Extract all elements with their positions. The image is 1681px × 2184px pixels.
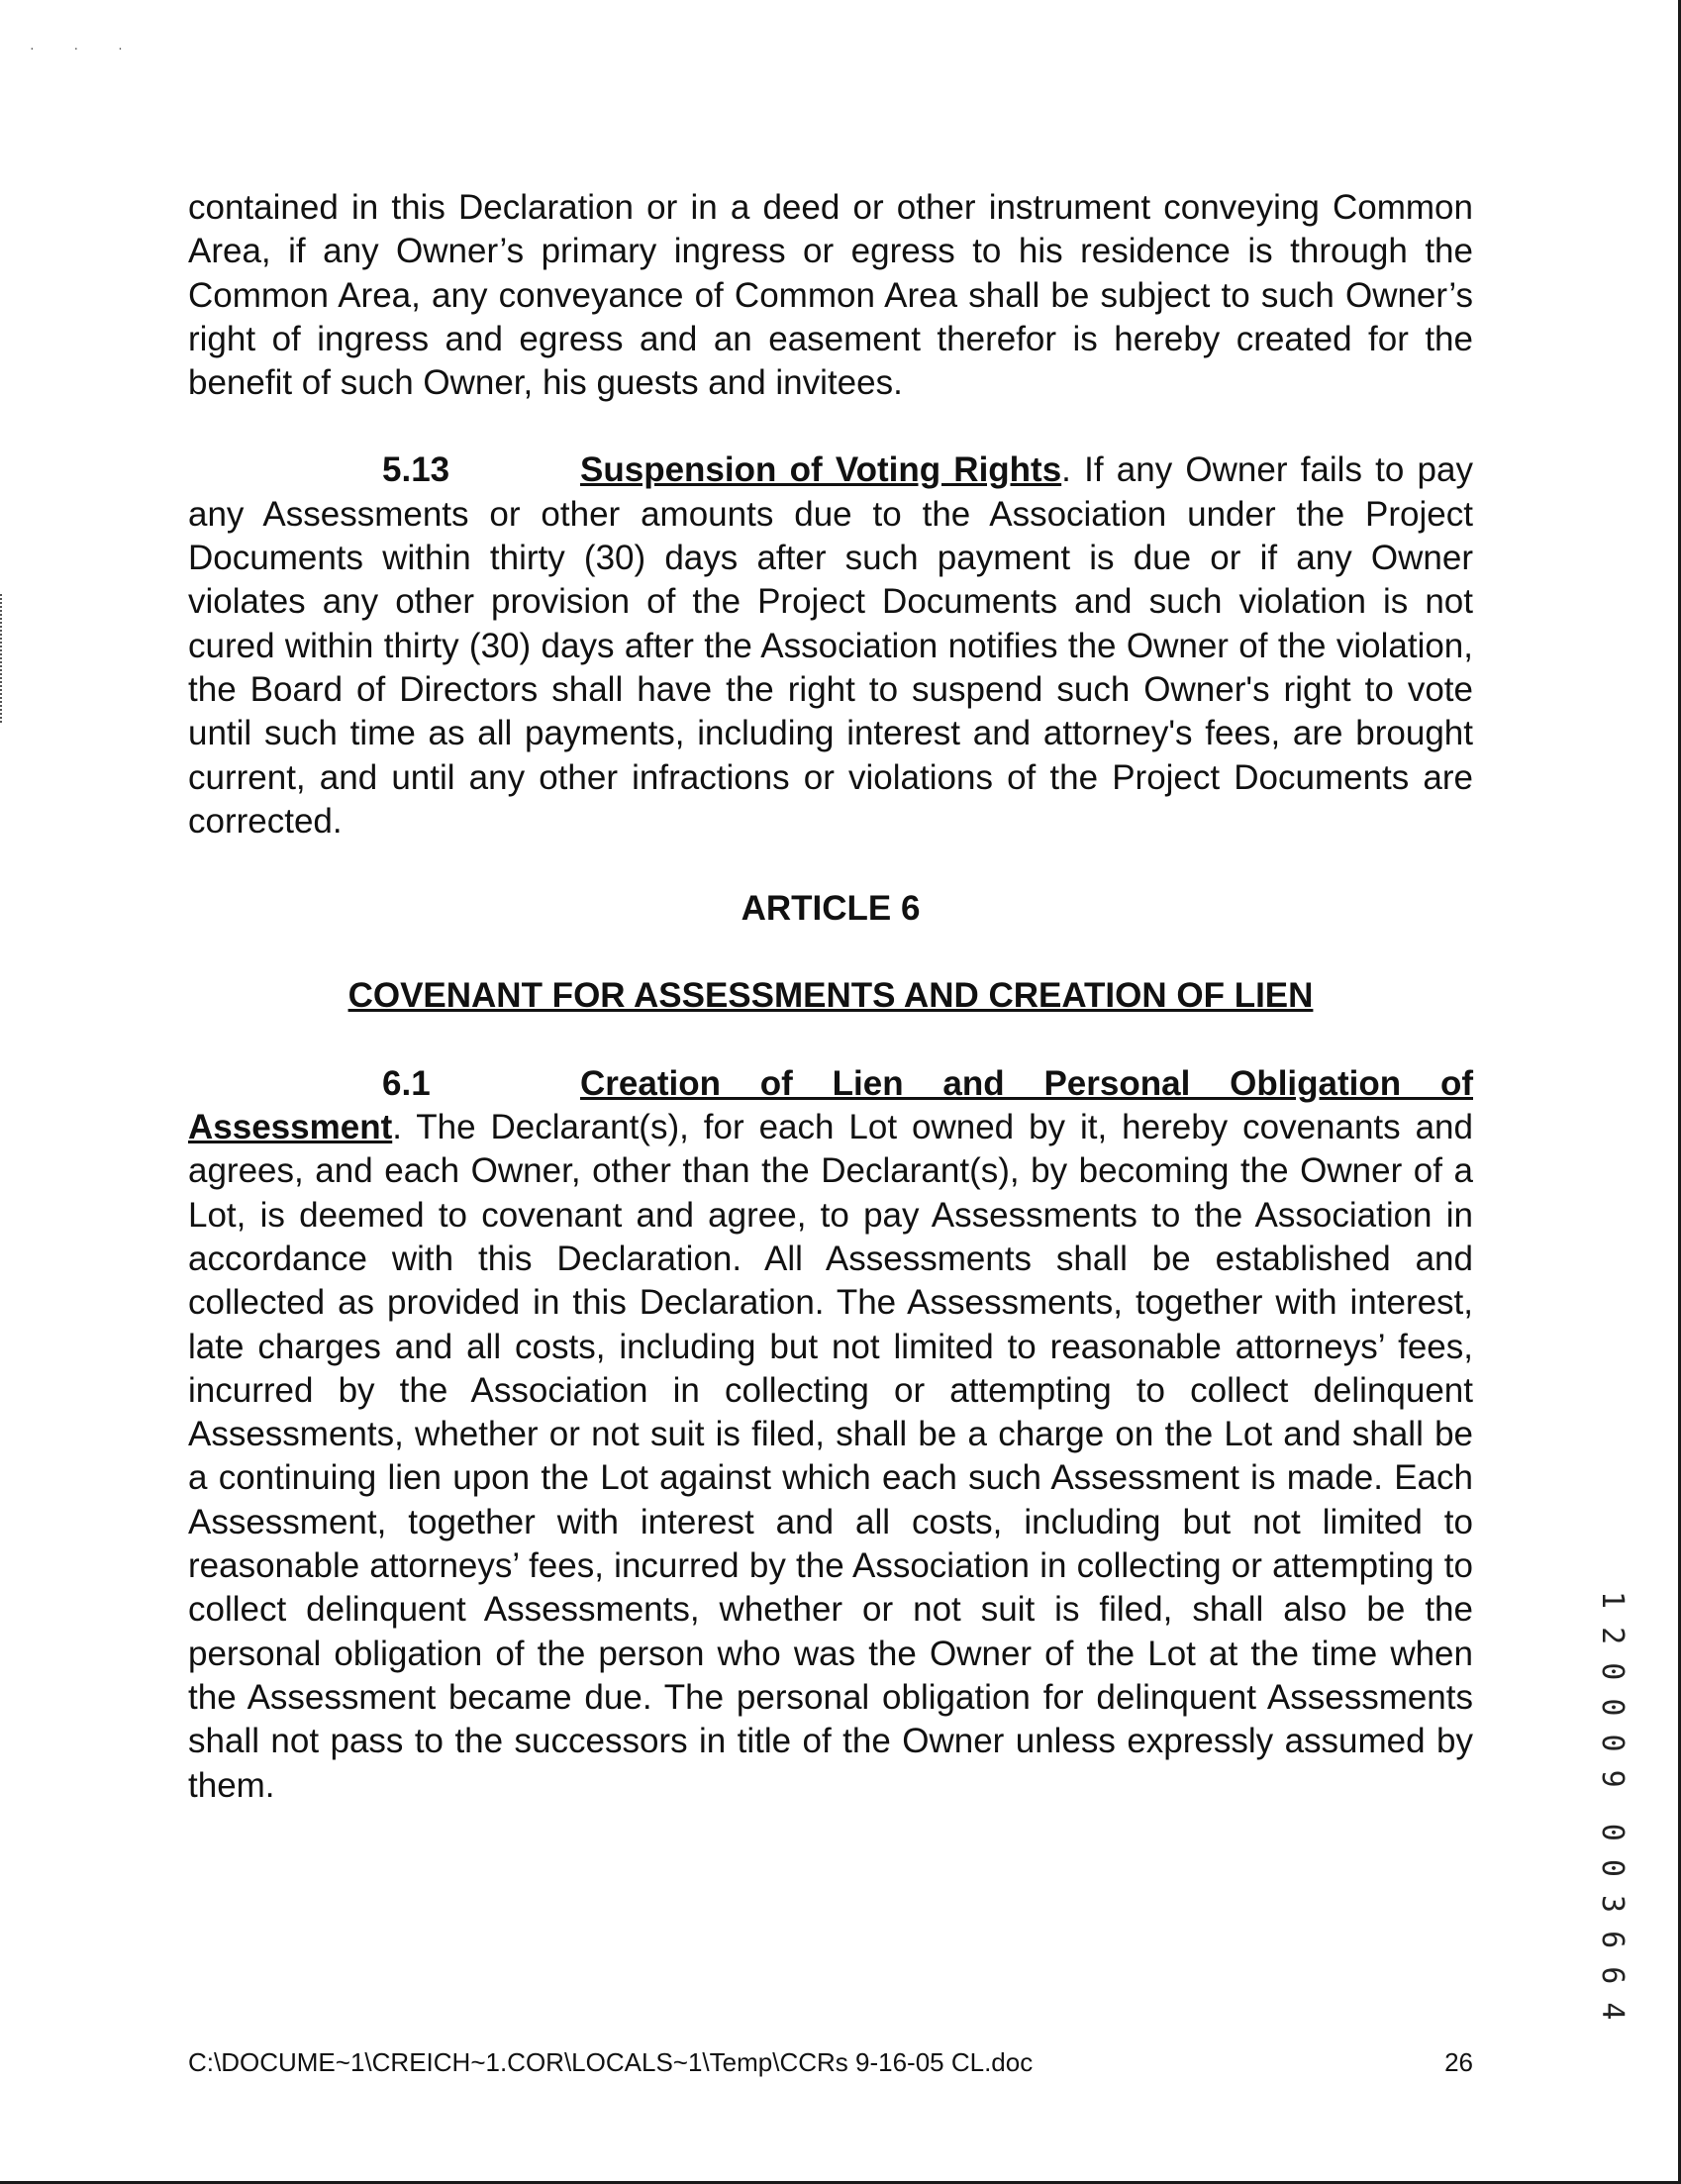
section-number: 5.13 — [382, 450, 450, 490]
article-heading: ARTICLE 6 — [741, 889, 921, 929]
scan-edge-marks — [0, 594, 5, 723]
stamp-text: 1 2 0 0 0 9 0 0 3 6 6 4 — [1595, 1591, 1630, 2021]
section-6-1 — [188, 1062, 1473, 1808]
scan-artifact: · · · — [30, 40, 141, 55]
section-title: Suspension of Voting Rights — [580, 450, 1062, 490]
section-body: . If any Owner fails to pay any Assessments or other amounts due to the Association under the Project Documents within thirty (30) days after such payment is due or if any Owner violates any other provision of the Project Documents and such violation is not cured within thirty (30) days after the Association notifies the Owner of the violation, the Board of Directors shall have the right to suspend such Owner's right to vote until such time as all payments, including interest and attorney's fees, are brought current, and until any other infractions or violations of the Project Documents are corrected. — [188, 450, 1473, 841]
continuation-paragraph: contained in this Declaration or in a deed or other instrument conveying Common Area, if any Owner’s primary ingress or egress to his residence is through the Common Area, any conveyance of Common Area shall be subject to such Owner’s right of ingress and egress and an easement therefor is hereby created for the benefit of such Owner, his guests and invitees. — [188, 188, 1473, 403]
article-title: COVENANT FOR ASSESSMENTS AND CREATION OF LIEN — [347, 976, 1314, 1016]
section-title: Creation of Lien and Personal Obligation of Assessment — [188, 1063, 1473, 1147]
page-footer — [188, 2047, 1473, 2078]
document-body — [188, 186, 1473, 1808]
section-body: . The Declarant(s), for each Lot owned by it, hereby covenants and agrees, and each Owner, other than the Declarant(s), by becoming the Owner of a Lot, is deemed to covenant and agree, to pay Assessments to the Association in accordance with this Declaration. All Assessments shall be established and collected as provided in this Declaration. The Assessments, together with interest, late charges and all costs, including but not limited to reasonable attorneys’ fees, incurred by the Association in collecting or attempting to collect delinquent Assessments, whether or not suit is filed, shall be a charge on the Lot and shall be a continuing lien upon the Lot against which each such Assessment is made. Each Assessment, together with interest and all costs, including but not limited to reasonable attorneys’ fees, incurred by the Association in collecting or attempting to collect delinquent Assessments, whether or not suit is filed, shall also be the personal obligation of the person who was the Owner of the Lot at the time when the Assessment became due. The personal obligation for delinquent Assessments shall not pass to the successors in title of the Owner unless expressly assumed by them. — [188, 1108, 1473, 1805]
page-number: 26 — [1444, 2047, 1473, 2077]
file-path: C:\DOCUME~1\CREICH~1.COR\LOCALS~1\Temp\CCRs 9-16-05 CL.doc — [188, 2047, 1034, 2077]
document-stamp — [1594, 1591, 1630, 2021]
section-5-13 — [188, 448, 1473, 844]
section-number: 6.1 — [382, 1063, 431, 1103]
